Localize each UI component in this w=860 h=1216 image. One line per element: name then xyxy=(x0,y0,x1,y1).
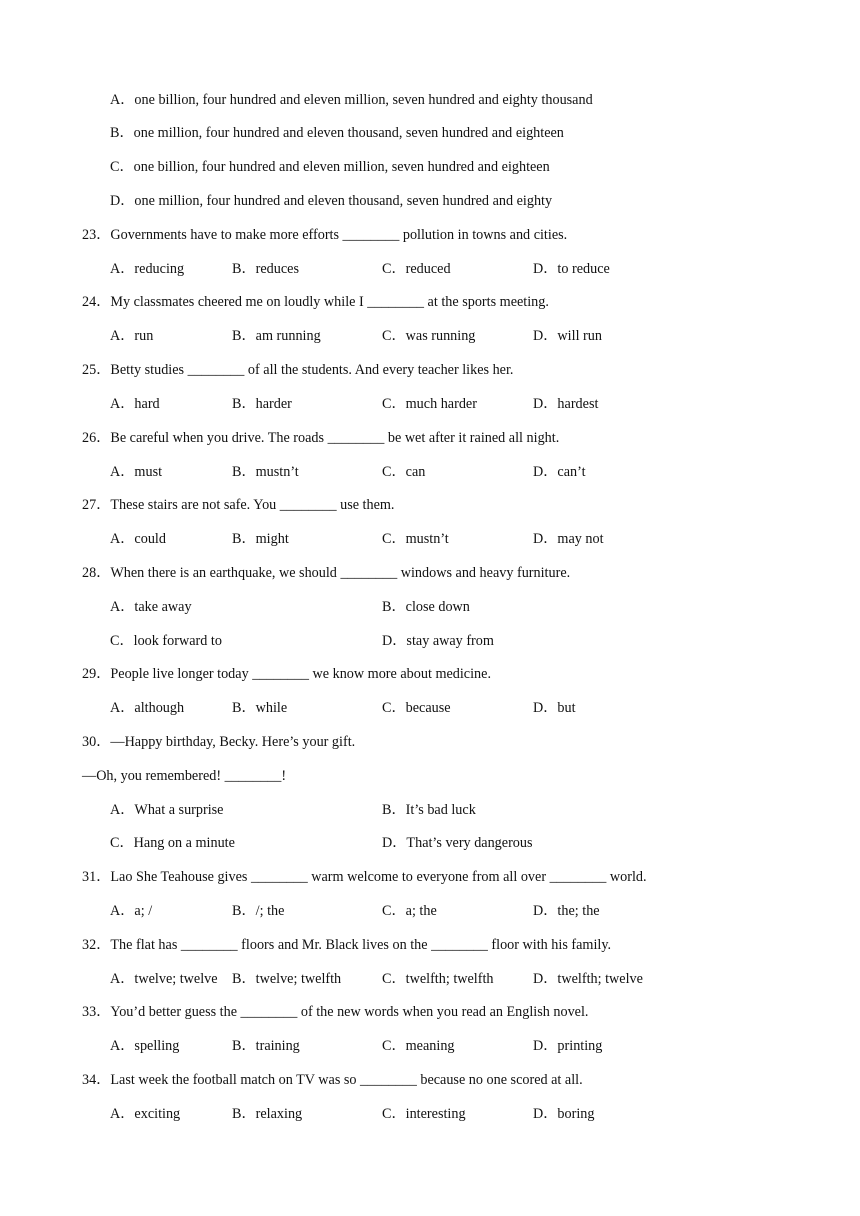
q28-option-b: B．close down xyxy=(382,599,470,615)
q22-option-b: B．one million, four hundred and eleven thousand, seven hundred and eighteen xyxy=(110,125,564,141)
q31-stem: 31．Lao She Teahouse gives ________ warm welcome to everyone from all over ________ world. xyxy=(82,869,647,885)
q31-option-b: B．/; the xyxy=(232,903,285,919)
q29-option-b: B．while xyxy=(232,700,288,716)
q25-option-b: B．harder xyxy=(232,396,292,412)
q33-stem: 33．You’d better guess the ________ of the new words when you read an English novel. xyxy=(82,1004,589,1020)
q29-option-d: D．but xyxy=(533,700,576,716)
q34-option-a: A．exciting xyxy=(110,1106,181,1122)
q26-option-d: D．can’t xyxy=(533,464,586,480)
q32-stem: 32．The flat has ________ floors and Mr. Black lives on the ________ floor with his family. xyxy=(82,937,612,953)
q34-option-d: D．boring xyxy=(533,1106,595,1122)
q23-option-d: D．to reduce xyxy=(533,261,610,277)
q31-option-a: A．a; / xyxy=(110,903,153,919)
q22-option-d: D．one million, four hundred and eleven thousand, seven hundred and eighty xyxy=(110,193,553,209)
q30-stem: 30．—Happy birthday, Becky. Here’s your gift. xyxy=(82,734,356,750)
q25-stem: 25．Betty studies ________ of all the students. And every teacher likes her. xyxy=(82,362,514,378)
q23-option-c: C．reduced xyxy=(382,261,451,277)
q26-option-a: A．must xyxy=(110,464,163,480)
q27-option-b: B．might xyxy=(232,531,289,547)
q34-stem: 34．Last week the football match on TV was so ________ because no one scored at all. xyxy=(82,1072,583,1088)
q28-option-c: C．look forward to xyxy=(110,633,222,649)
q25-option-c: C．much harder xyxy=(382,396,477,412)
q29-option-c: C．because xyxy=(382,700,451,716)
q32-option-b: B．twelve; twelfth xyxy=(232,971,342,987)
q25-option-d: D．hardest xyxy=(533,396,599,412)
q32-option-a: A．twelve; twelve xyxy=(110,971,218,987)
q24-stem: 24．My classmates cheered me on loudly while I ________ at the sports meeting. xyxy=(82,294,549,310)
q30-option-d: D．That’s very dangerous xyxy=(382,835,533,851)
q26-stem: 26．Be careful when you drive. The roads ________ be wet after it rained all night. xyxy=(82,430,560,446)
q27-option-c: C．mustn’t xyxy=(382,531,449,547)
q33-option-c: C．meaning xyxy=(382,1038,455,1054)
q34-option-b: B．relaxing xyxy=(232,1106,303,1122)
q27-stem: 27．These stairs are not safe. You ________ use them. xyxy=(82,497,395,513)
q30-option-b: B．It’s bad luck xyxy=(382,802,476,818)
q26-option-c: C．can xyxy=(382,464,426,480)
q24-option-d: D．will run xyxy=(533,328,602,344)
q33-option-a: A．spelling xyxy=(110,1038,180,1054)
q23-stem: 23．Governments have to make more efforts ________ pollution in towns and cities. xyxy=(82,227,568,243)
q24-option-b: B．am running xyxy=(232,328,321,344)
q27-option-d: D．may not xyxy=(533,531,604,547)
q30-option-a: A．What a surprise xyxy=(110,802,224,818)
q24-option-a: A．run xyxy=(110,328,154,344)
q23-option-a: A．reducing xyxy=(110,261,185,277)
q29-option-a: A．although xyxy=(110,700,185,716)
q28-stem: 28．When there is an earthquake, we should ________ windows and heavy furniture. xyxy=(82,565,571,581)
q29-stem: 29．People live longer today ________ we know more about medicine. xyxy=(82,666,491,682)
q31-option-d: D．the; the xyxy=(533,903,600,919)
q32-option-c: C．twelfth; twelfth xyxy=(382,971,494,987)
q28-option-a: A．take away xyxy=(110,599,192,615)
q34-option-c: C．interesting xyxy=(382,1106,466,1122)
q22-option-a: A．one billion, four hundred and eleven million, seven hundred and eighty thousand xyxy=(110,92,593,108)
q24-option-c: C．was running xyxy=(382,328,476,344)
q26-option-b: B．mustn’t xyxy=(232,464,299,480)
q27-option-a: A．could xyxy=(110,531,166,547)
q30-stem-reply: —Oh, you remembered! ________! xyxy=(82,768,287,784)
q25-option-a: A．hard xyxy=(110,396,160,412)
q22-option-c: C．one billion, four hundred and eleven million, seven hundred and eighteen xyxy=(110,159,550,175)
q28-option-d: D．stay away from xyxy=(382,633,494,649)
q32-option-d: D．twelfth; twelve xyxy=(533,971,643,987)
q23-option-b: B．reduces xyxy=(232,261,299,277)
q31-option-c: C．a; the xyxy=(382,903,437,919)
q30-option-c: C．Hang on a minute xyxy=(110,835,235,851)
q33-option-b: B．training xyxy=(232,1038,300,1054)
q33-option-d: D．printing xyxy=(533,1038,603,1054)
